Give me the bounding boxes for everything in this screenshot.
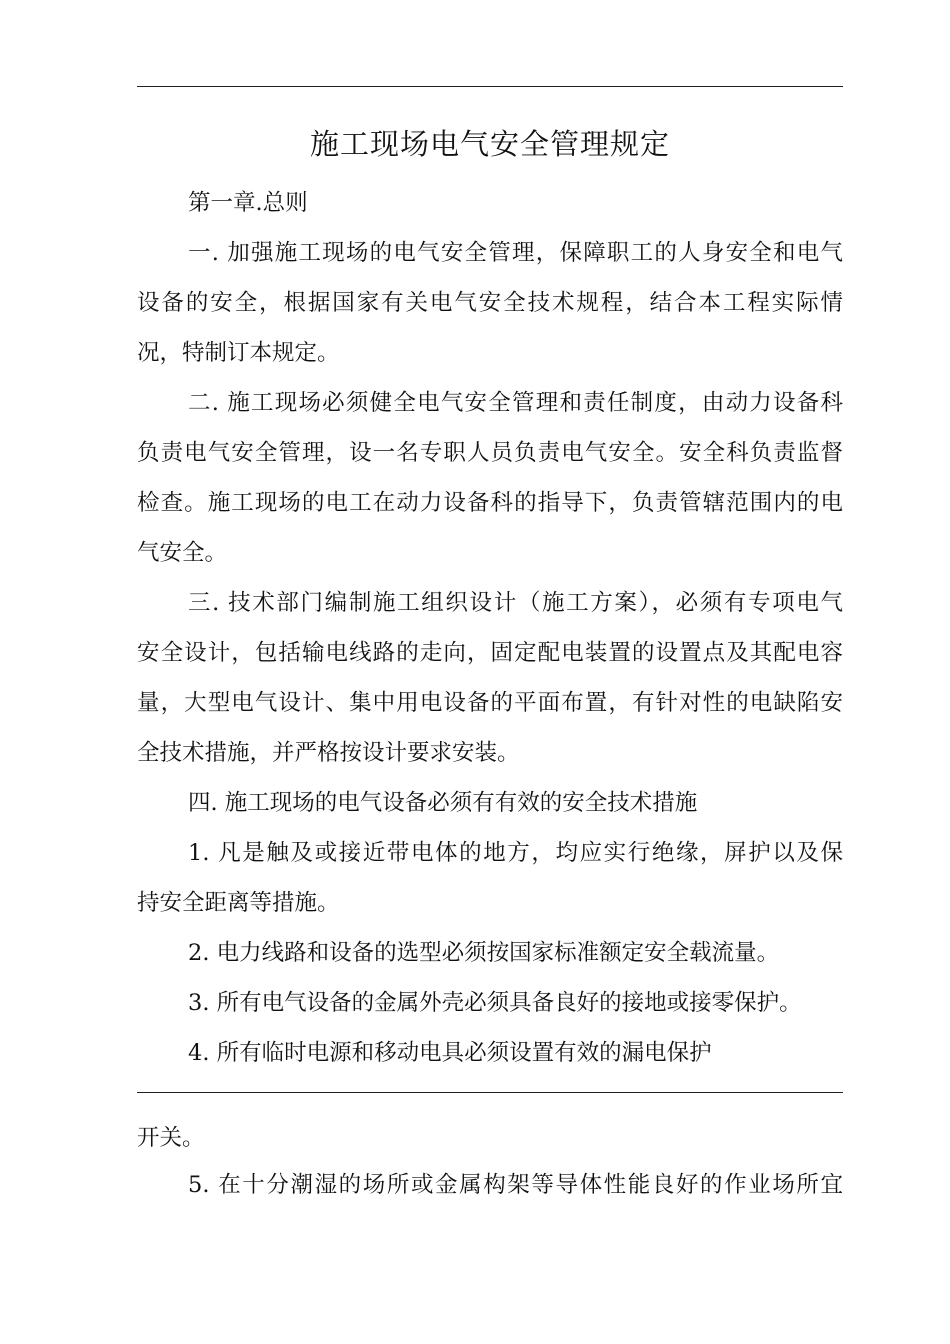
list-item-line: 3. 所有电气设备的金属外壳必须具备良好的接地或接零保护。 [188, 990, 802, 1016]
paragraph-line: 一. 加强施工现场的电气安全管理，保障职工的人身安全和电气 [188, 240, 843, 266]
paragraph-line: 量，大型电气设计、集中用电设备的平面布置，有针对性的电缺陷安 [137, 690, 843, 716]
list-item-line: 开关。 [137, 1125, 205, 1151]
paragraph-line: 负责电气安全管理，设一名专职人员负责电气安全。安全科负责监督 [137, 440, 843, 466]
paragraph-line: 安全设计，包括输电线路的走向，固定配电装置的设置点及其配电容 [137, 640, 843, 666]
paragraph-line: 检查。施工现场的电工在动力设备科的指导下，负责管辖范围内的电 [137, 490, 843, 516]
list-item-line: 5. 在十分潮湿的场所或金属构架等导体性能良好的作业场所宜 [188, 1172, 843, 1198]
section-heading: 四. 施工现场的电气设备必须有有效的安全技术措施 [188, 790, 698, 816]
list-item-line: 2. 电力线路和设备的选型必须按国家标准额定安全载流量。 [188, 940, 780, 966]
document-title: 施工现场电气安全管理规定 [309, 127, 670, 161]
paragraph-line: 三. 技术部门编制施工组织设计（施工方案），必须有专项电气 [188, 590, 843, 616]
paragraph-line: 气安全。 [137, 540, 228, 566]
paragraph-line: 况，特制订本规定。 [137, 340, 340, 366]
list-item-line: 4. 所有临时电源和移动电具必须设置有效的漏电保护 [188, 1040, 712, 1066]
chapter-heading: 第一章.总则 [188, 190, 308, 216]
paragraph-line: 二. 施工现场必须健全电气安全管理和责任制度，由动力设备科 [188, 390, 843, 416]
paragraph-line: 设备的安全，根据国家有关电气安全技术规程，结合本工程实际情 [137, 290, 843, 316]
header-rule [137, 86, 843, 87]
list-item-line: 持安全距离等措施。 [137, 890, 340, 916]
paragraph-line: 全技术措施，并严格按设计要求安装。 [137, 740, 520, 766]
list-item-line: 1. 凡是触及或接近带电体的地方，均应实行绝缘，屏护以及保 [188, 840, 843, 866]
page-break-rule [137, 1092, 843, 1093]
